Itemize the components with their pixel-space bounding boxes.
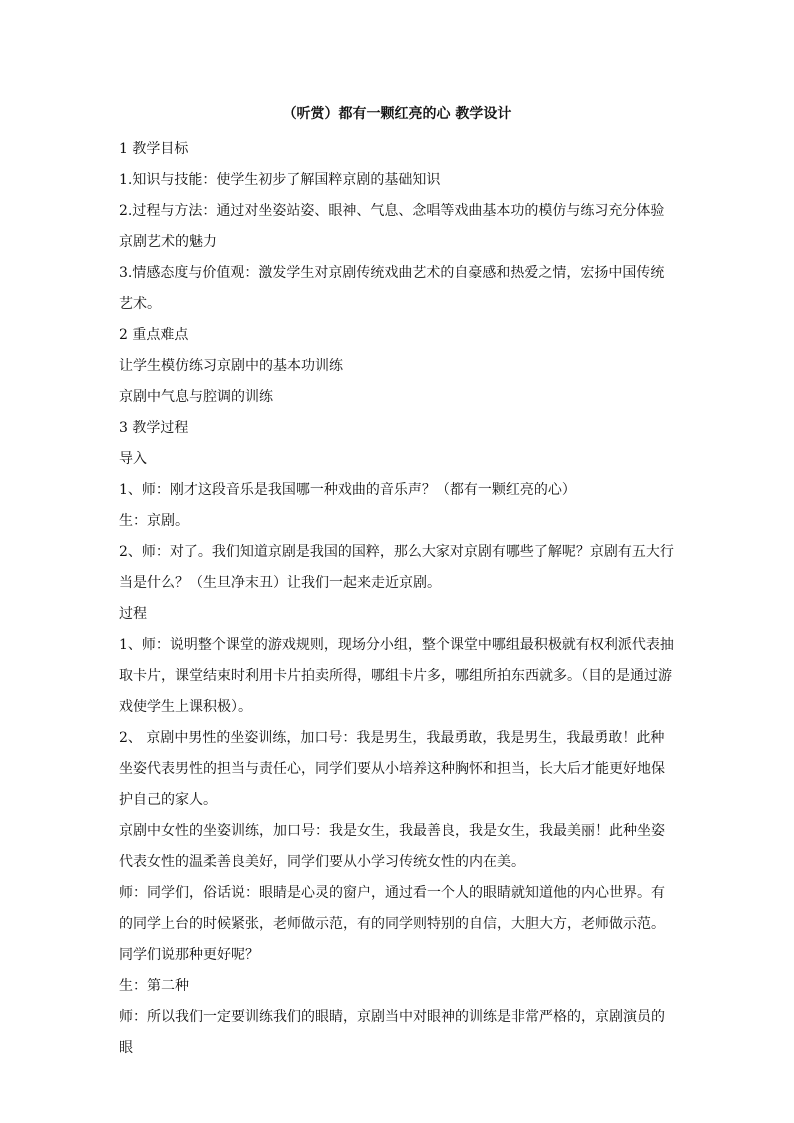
dialogue-teacher-eyes: 师：同学们，俗话说：眼睛是心灵的窗户，通过看一个人的眼睛就知道他的内心世界。有的同学上台的时候紧张，老师做示范，有的同学则特别的自信，大胆大方，老师做示范。同学们说那种更好呢？ xyxy=(119,885,665,963)
process-step-1: 1、师：说明整个课堂的游戏规则，现场分小组，整个课堂中哪组最积极就有权利派代表抽取卡片，课堂结束时利用卡片拍卖所得，哪组卡片多，哪组所拍东西就多。（目的是通过游戏使学生上课积极）。 xyxy=(119,637,674,715)
process-female-posture: 京剧中女性的坐姿训练，加口号：我是女生，我最善良，我是女生，我最美丽！此种坐姿代表女性的温柔善良美好，同学们要从小学习传统女性的内在美。 xyxy=(119,823,665,870)
paragraph-key-point-2: 京剧中气息与腔调的训练 xyxy=(119,389,273,405)
section-heading-key-difficulties: 2 重点难点 xyxy=(119,327,189,343)
paragraph-knowledge-skills: 1.知识与技能：使学生初步了解国粹京剧的基础知识 xyxy=(119,172,441,188)
process-step-2-male-posture: 2、 京剧中男性的坐姿训练，加口号：我是男生，我最勇敢，我是男生，我最勇敢！此种坐姿代表男性的担当与责任心，同学们要从小培养这种胸怀和担当，长大后才能更好地保护自己的家人。 xyxy=(119,730,665,808)
document-title: （听赏）都有一颗红亮的心 教学设计 xyxy=(282,106,512,122)
dialogue-teacher-2: 2、师：对了。我们知道京剧是我国的国粹，那么大家对京剧有哪些了解呢？京剧有五大行当是什么？（生旦净末丑）让我们一起来走近京剧。 xyxy=(119,544,674,591)
section-heading-teaching-process: 3 教学过程 xyxy=(119,420,189,436)
dialogue-student-2: 生：第二种 xyxy=(119,978,189,994)
dialogue-teacher-1: 1、师：刚才这段音乐是我国哪一种戏曲的音乐声？（都有一颗红亮的心） xyxy=(119,482,576,498)
paragraph-key-point-1: 让学生模仿练习京剧中的基本功训练 xyxy=(119,358,343,374)
subheading-introduction: 导入 xyxy=(119,451,147,467)
paragraph-emotional-values: 3.情感态度与价值观：激发学生对京剧传统戏曲艺术的自豪感和热爱之情，宏扬中国传统艺术。 xyxy=(119,265,665,312)
section-heading-teaching-objectives: 1 教学目标 xyxy=(119,141,189,157)
dialogue-teacher-eye-training: 师：所以我们一定要训练我们的眼睛，京剧当中对眼神的训练是非常严格的，京剧演员的眼 xyxy=(119,1009,665,1056)
document-body xyxy=(119,104,675,1064)
dialogue-student-1: 生：京剧。 xyxy=(119,513,189,529)
subheading-process: 过程 xyxy=(119,606,147,622)
paragraph-process-methods: 2.过程与方法：通过对坐姿站姿、眼神、气息、念唱等戏曲基本功的模仿与练习充分体验京剧艺术的魅力 xyxy=(119,203,665,250)
